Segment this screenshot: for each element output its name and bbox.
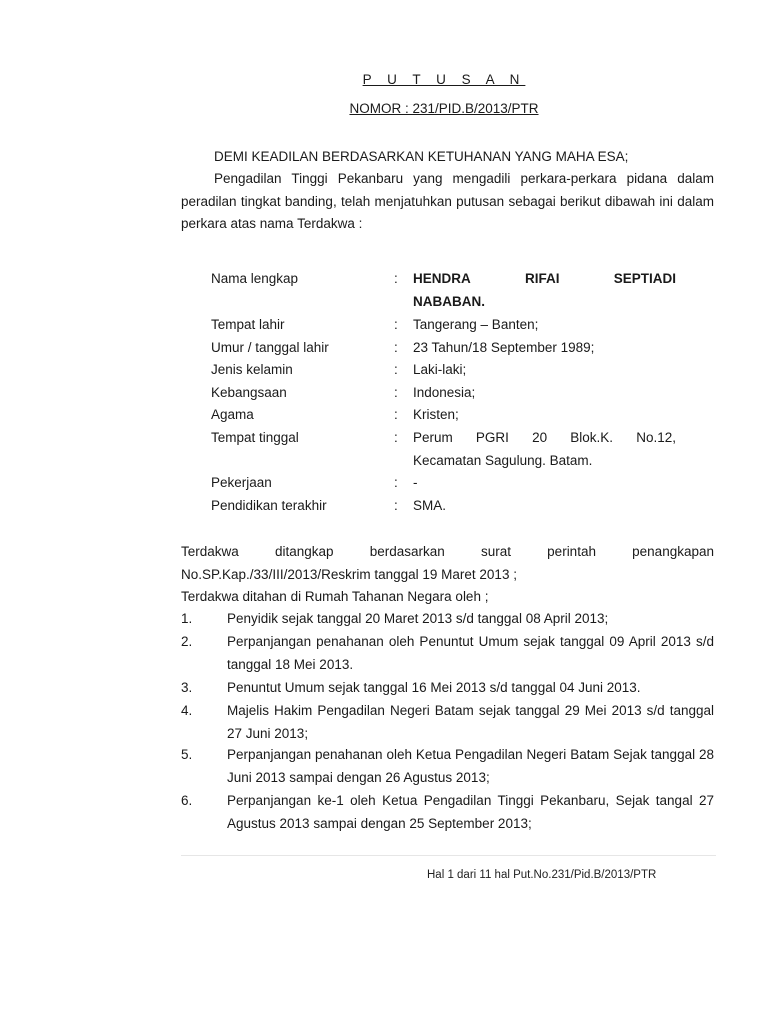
- identity-value-line2: NABABAN.: [413, 294, 485, 309]
- identity-label: Nama lengkap: [211, 271, 299, 286]
- identity-label: Tempat lahir: [211, 317, 285, 332]
- identity-value-line2: Kecamatan Sagulung. Batam.: [413, 453, 593, 468]
- intro-paragraph: Pengadilan Tinggi Pekanbaru yang mengadili perkara-perkara pidana dalam peradilan tingkat banding, telah menjatuhkan putusan sebagai berikut dibawah ini dalam perkara atas nama Terdakwa :: [181, 171, 714, 231]
- identity-label: Umur / tanggal lahir: [211, 340, 329, 355]
- list-item: Penuntut Umum sejak tanggal 16 Mei 2013 s/d tanggal 04 Juni 2013.: [227, 680, 641, 695]
- demi-keadilan-heading: DEMI KEADILAN BERDASARKAN KETUHANAN YANG MAHA ESA;: [214, 149, 629, 164]
- list-number: 5.: [181, 747, 193, 762]
- page-footer: Hal 1 dari 11 hal Put.No.231/Pid.B/2013/PTR: [427, 869, 657, 881]
- address-word: 20: [532, 430, 548, 445]
- identity-colon: :: [394, 340, 398, 355]
- list-number: 6.: [181, 793, 193, 808]
- identity-value: Kristen;: [413, 407, 459, 422]
- identity-colon: :: [394, 385, 398, 400]
- identity-value: SMA.: [413, 498, 447, 513]
- list-number: 3.: [181, 680, 193, 695]
- identity-label: Pekerjaan: [211, 475, 272, 490]
- identity-row-kebangsaan: [211, 382, 714, 404]
- address-word: PGRI: [475, 430, 509, 445]
- list-item: Perpanjangan penahanan oleh Ketua Pengadilan Negeri Batam Sejak tanggal 28 Juni 2013 sampai dengan 26 Agustus 2013;: [227, 747, 714, 785]
- identity-colon: :: [394, 498, 398, 513]
- identity-row-tempat-tinggal-cont: [211, 450, 714, 472]
- identity-row-pendidikan: [211, 495, 714, 517]
- address-word: Blok.K.: [570, 430, 614, 445]
- identity-label: Pendidikan terakhir: [211, 498, 327, 513]
- identity-colon: :: [394, 271, 398, 286]
- footer-divider: [181, 855, 716, 856]
- identity-row-pekerjaan: [211, 472, 714, 494]
- identity-row-agama: [211, 404, 714, 426]
- identity-colon: :: [394, 317, 398, 332]
- identity-label: Agama: [211, 407, 254, 422]
- detention-intro: Terdakwa ditahan di Rumah Tahanan Negara oleh ;: [181, 589, 489, 604]
- identity-colon: :: [394, 475, 398, 490]
- identity-label: Jenis kelamin: [211, 362, 293, 377]
- name-word: RIFAI: [524, 271, 560, 286]
- identity-value: Tangerang – Banten;: [413, 317, 539, 332]
- identity-colon: :: [394, 430, 398, 445]
- arrest-paragraph: Terdakwa ditangkap berdasarkan surat perintah penangkapan No.SP.Kap./33/III/2013/Reskrim tanggal 19 Maret 2013 ;: [181, 544, 714, 582]
- document-title: P U T U S A N: [362, 72, 526, 87]
- identity-row-tempat-tinggal: [211, 427, 714, 449]
- list-item: Perpanjangan penahanan oleh Penuntut Umum sejak tanggal 09 April 2013 s/d tanggal 18 Mei 2013.: [227, 634, 714, 672]
- identity-row-nama: [211, 268, 714, 290]
- list-number: 4.: [181, 703, 193, 718]
- name-word: HENDRA: [413, 271, 471, 286]
- identity-colon: :: [394, 407, 398, 422]
- list-item: Perpanjangan ke-1 oleh Ketua Pengadilan Tinggi Pekanbaru, Sejak tangal 27 Agustus 2013 sampai dengan 25 September 2013;: [227, 793, 714, 831]
- list-item: Majelis Hakim Pengadilan Negeri Batam sejak tanggal 29 Mei 2013 s/d tanggal 27 Juni 2013;: [227, 703, 714, 741]
- document-number: NOMOR : 231/PID.B/2013/PTR: [349, 101, 539, 116]
- address-word: No.12,: [636, 430, 676, 445]
- list-item: Penyidik sejak tanggal 20 Maret 2013 s/d tanggal 08 April 2013;: [227, 611, 609, 626]
- list-number: 1.: [181, 611, 193, 626]
- list-number: 2.: [181, 634, 193, 649]
- identity-row-jenis-kelamin: [211, 359, 714, 381]
- address-word: Perum: [413, 430, 453, 445]
- identity-row-nama-cont: [211, 291, 714, 313]
- identity-value-line1: [413, 427, 676, 450]
- name-word: SEPTIADI: [613, 271, 676, 286]
- identity-value-line1: [413, 268, 676, 291]
- identity-value: Laki-laki;: [413, 362, 467, 377]
- identity-row-umur: [211, 337, 714, 359]
- identity-row-tempat-lahir: [211, 314, 714, 336]
- identity-value: Indonesia;: [413, 385, 476, 400]
- identity-label: Tempat tinggal: [211, 430, 299, 445]
- identity-value: -: [413, 475, 418, 490]
- identity-value: 23 Tahun/18 September 1989;: [413, 340, 595, 355]
- identity-label: Kebangsaan: [211, 385, 287, 400]
- identity-colon: :: [394, 362, 398, 377]
